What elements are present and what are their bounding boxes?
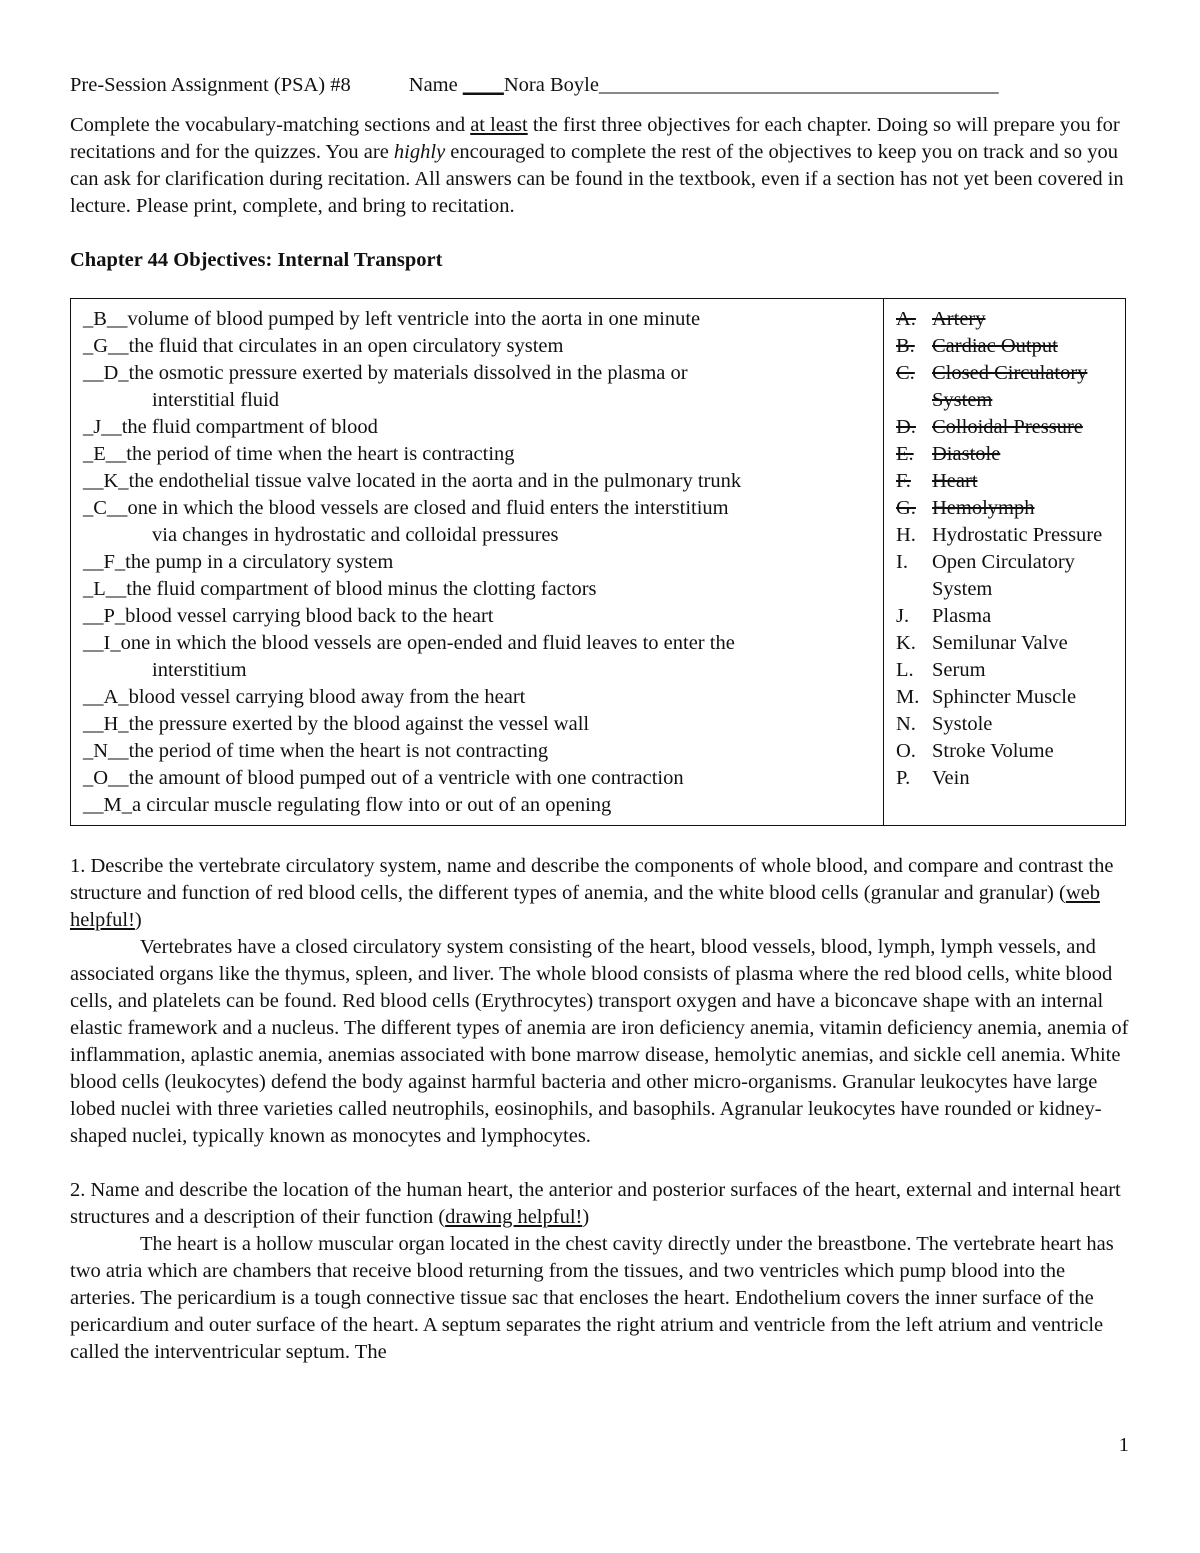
question-hint: drawing helpful! <box>445 1206 583 1228</box>
term-name: Artery <box>932 308 986 330</box>
definition-continuation: via changes in hydrostatic and colloidal pressures <box>152 524 559 546</box>
term-letter: M. <box>896 686 920 708</box>
term-row <box>896 711 1125 738</box>
header-line <box>70 72 1130 99</box>
term-letter: F. <box>896 470 911 492</box>
definition-row <box>83 414 883 441</box>
definition-row <box>83 360 883 387</box>
term-name: Semilunar Valve <box>932 632 1068 654</box>
answer-blank[interactable]: _C__ <box>83 497 128 519</box>
definition-line: the fluid compartment of blood minus the clotting factors <box>126 578 597 600</box>
answer-blank[interactable]: _G__ <box>83 335 129 357</box>
definition-row <box>83 603 883 630</box>
term-letter: H. <box>896 524 916 546</box>
term-row <box>896 765 1125 792</box>
term-row <box>896 414 1125 441</box>
answer-blank[interactable]: __F_ <box>83 551 126 573</box>
question-answer: Vertebrates have a closed circulatory system consisting of the heart, blood vessels, blood, lymph, lymph vessels, and associated organs like the thymus, spleen, and liver. The whole blood consists of plasma where the red blood cells, white blood cells, and platelets can be found. Red blood cells (Erythrocytes) transport oxygen and have a biconcave shape with an internal elastic framework and a nucleus. The different types of anemia are iron deficiency anemia, vitamin deficiency anemia, anemia of inflammation, aplastic anemia, anemias associated with bone marrow disease, hemolytic anemias, and sickle cell anemia. White blood cells (leukocytes) defend the body against harmful bacteria and other micro-organisms. Granular leukocytes have large lobed nuclei with three varieties called neutrophils, eosinophils, and basophils. Agranular leukocytes have rounded or kidney-shaped nuclei, typically known as monocytes and lymphocytes. <box>70 936 1129 1147</box>
definition-text <box>129 468 883 495</box>
answer-blank[interactable]: _L__ <box>83 578 127 600</box>
name-blank-lead: ____ <box>462 74 504 96</box>
definition-row <box>83 306 883 333</box>
term-name: Serum <box>932 659 986 681</box>
question-prompt: 2. Name and describe the location of the human heart, the anterior and posterior surfaces of the heart, external and internal heart structures and a description of their function <box>70 1179 1121 1228</box>
term-row <box>896 495 1125 522</box>
term-letter: D. <box>896 416 916 438</box>
definition-line: blood vessel carrying blood back to the heart <box>125 605 494 627</box>
definition-text <box>125 603 883 630</box>
answer-blank[interactable]: _E__ <box>83 443 127 465</box>
term-name: Heart <box>932 470 978 492</box>
question-answer: The heart is a hollow muscular organ located in the chest cavity directly under the breastbone. The vertebrate heart has two atria which are chambers that receive blood returning from the tissues, and two ventricles which pump blood into the arteries. The pericardium is a tough connective tissue sac that encloses the heart. Endothelium covers the inner surface of the pericardium and outer surface of the heart. A septum separates the right atrium and ventricle from the left atrium and ventricle called the interventricular septum. The <box>70 1233 1114 1363</box>
term-row <box>896 360 1125 414</box>
definition-line: volume of blood pumped by left ventricle into the aorta in one minute <box>127 308 701 330</box>
chapter-heading: Chapter 44 Objectives: Internal Transport <box>70 249 443 271</box>
definition-text <box>129 738 883 765</box>
answer-blank[interactable]: _J__ <box>83 416 122 438</box>
term-row <box>896 333 1125 360</box>
definitions-column <box>71 299 884 825</box>
definition-row <box>83 684 883 711</box>
definition-row <box>83 765 883 792</box>
terms-column <box>884 299 1125 825</box>
definition-line: a circular muscle regulating flow into or out of an opening <box>131 794 612 816</box>
instructions-emphasis-italic: highly <box>393 141 446 163</box>
instructions-text-1: Complete the vocabulary-matching sections and <box>70 114 471 136</box>
term-letter: A. <box>896 308 916 330</box>
name-label: Name <box>408 74 458 96</box>
definition-text <box>127 306 883 333</box>
term-row <box>896 738 1125 765</box>
answer-blank[interactable]: __D_ <box>83 362 129 384</box>
definition-row <box>83 738 883 765</box>
term-letter: I. <box>896 551 908 573</box>
objective-question: 1. Describe the vertebrate circulatory system, name and describe the components of whole blood, and compare and contrast the structure and function of red blood cells, the different types of anemia, and the white blood cells (granular and granular) (web helpful!) <box>70 855 1114 931</box>
definition-line: one in which the blood vessels are closed and fluid enters the interstitium <box>127 497 729 519</box>
definition-continuation: interstitial fluid <box>152 389 279 411</box>
answer-blank[interactable]: _B__ <box>83 308 128 330</box>
definition-line: the period of time when the heart is not contracting <box>128 740 549 762</box>
term-letter: L. <box>896 659 914 681</box>
definition-line: the pump in a circulatory system <box>125 551 394 573</box>
definition-line: the fluid that circulates in an open circulatory system <box>128 335 564 357</box>
term-letter: B. <box>896 335 915 357</box>
question-prompt: 1. Describe the vertebrate circulatory system, name and describe the components of whole blood, and compare and contrast the structure and function of red blood cells, the different types of anemia, and the white blood cells (granular and granular) <box>70 855 1114 904</box>
term-row <box>896 549 1125 603</box>
answer-blank[interactable]: __I_ <box>83 632 121 654</box>
term-name: Stroke Volume <box>932 740 1054 762</box>
definition-row <box>83 549 883 576</box>
definition-line: one in which the blood vessels are open-ended and fluid leaves to enter the <box>120 632 735 654</box>
term-name: Systole <box>932 713 993 735</box>
definition-row <box>83 576 883 603</box>
objective-question: 2. Name and describe the location of the human heart, the anterior and posterior surfaces of the heart, external and internal heart structures and a description of their function (drawing helpful!) <box>70 1179 1121 1228</box>
term-letter: P. <box>896 767 911 789</box>
definition-row <box>83 333 883 360</box>
term-row <box>896 468 1125 495</box>
question-hint: web helpful! <box>70 882 1100 931</box>
definition-continuation: interstitium <box>152 659 247 681</box>
document-page <box>70 72 1130 1366</box>
definition-row <box>83 792 883 819</box>
definition-row <box>83 441 883 468</box>
name-blank-trail: _______________________________________ <box>598 74 999 96</box>
term-name: Sphincter Muscle <box>932 686 1077 708</box>
definition-text <box>126 576 883 603</box>
definition-text <box>129 684 883 711</box>
assignment-title: Pre-Session Assignment (PSA) #8 <box>70 74 351 96</box>
term-row <box>896 522 1125 549</box>
instructions-emphasis-underline: at least <box>470 114 528 136</box>
answer-blank[interactable]: _O__ <box>83 767 129 789</box>
definition-line: the fluid compartment of blood <box>121 416 378 438</box>
definition-text <box>129 765 883 792</box>
answer-blank[interactable]: _N__ <box>83 740 129 762</box>
term-letter: E. <box>896 443 914 465</box>
instructions-text-2: the first three objectives for each chapter. Doing so will prepare you for recitations and for the quizzes. You are <box>70 114 1120 163</box>
definition-line: the pressure exerted by the blood against the vessel wall <box>128 713 590 735</box>
definition-row <box>83 630 883 657</box>
term-row <box>896 630 1125 657</box>
term-row <box>896 657 1125 684</box>
term-row <box>896 603 1125 630</box>
term-letter: J. <box>896 605 910 627</box>
term-name: Plasma <box>932 605 992 627</box>
definition-text <box>122 414 883 441</box>
definition-row <box>83 495 883 522</box>
definition-text <box>129 711 883 738</box>
term-name: Diastole <box>932 443 1001 465</box>
answer-blank[interactable]: __K_ <box>83 470 129 492</box>
term-row <box>896 441 1125 468</box>
definition-text <box>127 495 883 522</box>
definition-text <box>126 441 883 468</box>
term-name: Cardiac Output <box>932 335 1058 357</box>
definition-text <box>132 792 883 819</box>
definition-line: blood vessel carrying blood away from the heart <box>128 686 526 708</box>
term-letter: K. <box>896 632 916 654</box>
page-number: 1 <box>1118 1434 1129 1456</box>
definition-line: the amount of blood pumped out of a ventricle with one contraction <box>128 767 684 789</box>
definition-text <box>129 333 883 360</box>
term-row <box>896 684 1125 711</box>
term-letter: C. <box>896 362 915 384</box>
instructions-text-3: encouraged to complete the rest of the objectives to keep you on track and so you can ask for clarification during recitation. All answers can be found in the textbook, even if a section has not yet been covered in lecture. Please print, complete, and bring to recitation. <box>70 141 1124 217</box>
answer-blank[interactable]: __M_ <box>83 794 132 816</box>
objectives-section <box>70 853 1130 1366</box>
definition-text <box>129 360 883 387</box>
term-name: Colloidal Pressure <box>932 416 1083 438</box>
answer-blank[interactable]: __A_ <box>83 686 129 708</box>
answer-blank[interactable]: __P_ <box>83 605 126 627</box>
term-row <box>896 306 1125 333</box>
term-name: Vein <box>932 767 970 789</box>
definition-line: the endothelial tissue valve located in the aorta and in the pulmonary trunk <box>128 470 742 492</box>
term-name: Open Circulatory System <box>932 551 1075 600</box>
definition-line: the osmotic pressure exerted by materials dissolved in the plasma or <box>128 362 688 384</box>
definition-line: the period of time when the heart is contracting <box>126 443 515 465</box>
term-letter: O. <box>896 740 916 762</box>
definition-text <box>125 549 883 576</box>
definition-row <box>83 711 883 738</box>
term-letter: G. <box>896 497 916 519</box>
instructions-paragraph <box>70 112 1130 220</box>
term-letter: N. <box>896 713 916 735</box>
definition-text <box>121 630 883 657</box>
vocab-matching-table <box>70 298 1126 826</box>
term-name: Closed Circulatory System <box>932 362 1088 411</box>
name-value: Nora Boyle <box>503 74 599 96</box>
term-name: Hemolymph <box>932 497 1035 519</box>
term-name: Hydrostatic Pressure <box>932 524 1103 546</box>
definition-row <box>83 468 883 495</box>
answer-blank[interactable]: __H_ <box>83 713 129 735</box>
